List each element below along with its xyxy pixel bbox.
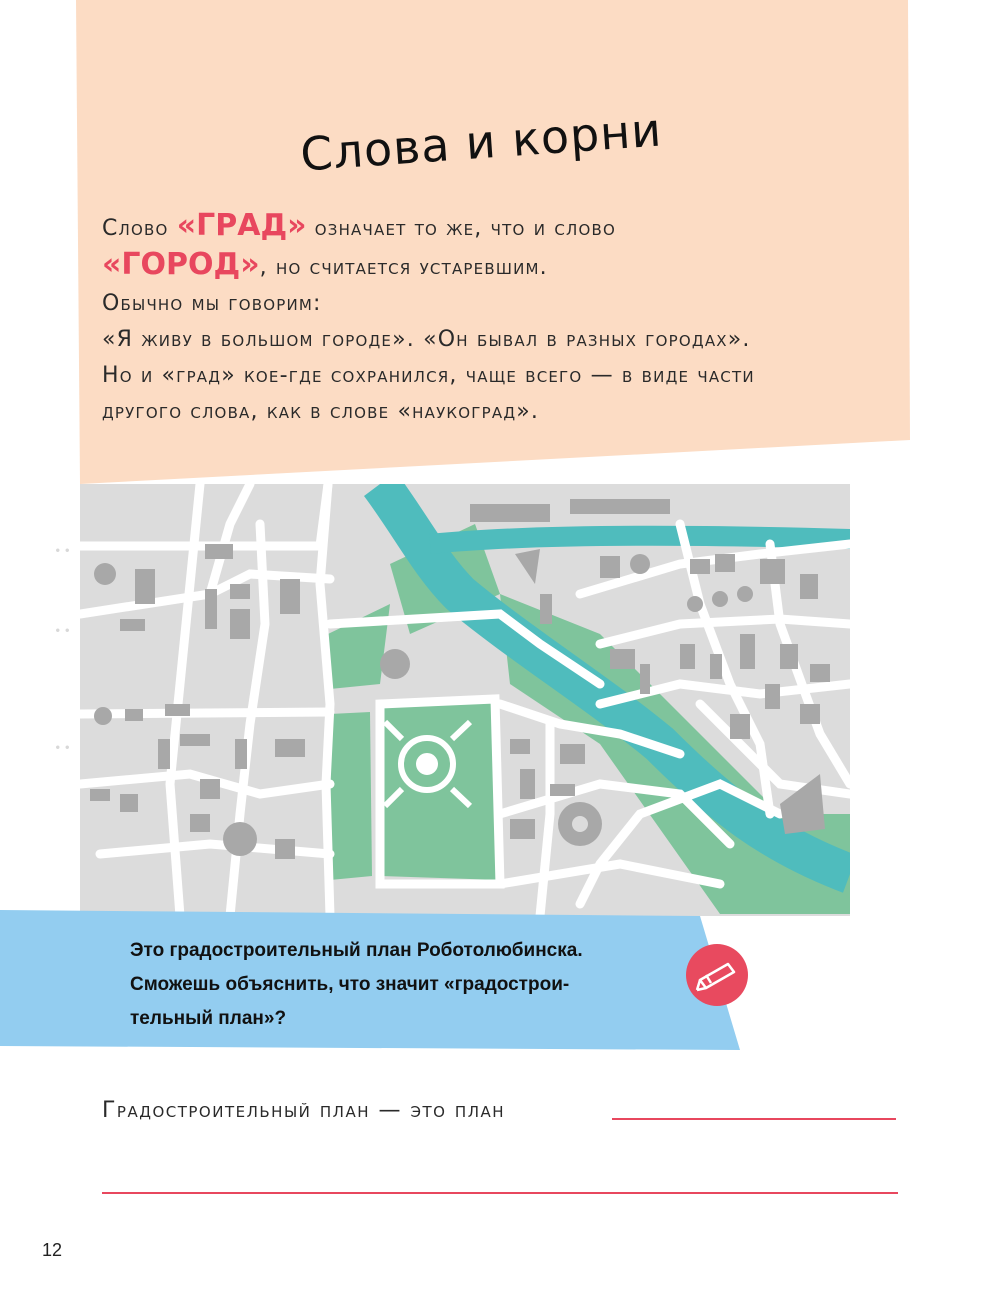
task-line-3: тельный план»?	[130, 1008, 287, 1029]
park	[330, 712, 372, 880]
decorative-dots: ∙∙	[54, 740, 74, 754]
task-line-2: Сможешь объяснить, что значит «градострои-	[130, 974, 570, 995]
river-branch	[430, 536, 850, 544]
intro-line-2: «ГОРОД», но считается устаревшим.	[102, 247, 548, 282]
page-title: Слова и корни	[298, 102, 664, 182]
city-plan-map	[80, 484, 850, 916]
page-number: 12	[42, 1240, 63, 1260]
decorative-dots: ∙∙	[54, 623, 74, 637]
intro-line-6: другого слова, как в слове «наукоград».	[102, 399, 540, 424]
word-grad: «ГРАД»	[176, 208, 307, 243]
decorative-dots: ∙∙	[54, 543, 74, 557]
intro-line-1: Слово «ГРАД» означает то же, что и слово	[102, 208, 616, 243]
task-text	[130, 934, 690, 1036]
task-line-1: Это градостроительный план Роботолюбинска.	[130, 940, 583, 961]
answer-line-1[interactable]	[612, 1118, 896, 1120]
intro-line-4: «Я живу в большом городе». «Он бывал в разных городах».	[102, 327, 751, 352]
intro-text	[102, 208, 882, 430]
intro-line-3: Обычно мы говорим:	[102, 291, 322, 316]
word-gorod: «ГОРОД»	[102, 247, 260, 282]
pencil-icon	[686, 944, 748, 1006]
answer-line-2[interactable]	[102, 1192, 898, 1194]
intro-line-5: Но и «град» кое-где сохранился, чаще всего — в виде части	[102, 363, 755, 388]
answer-prompt: Градостроительный план — это план	[102, 1098, 506, 1123]
